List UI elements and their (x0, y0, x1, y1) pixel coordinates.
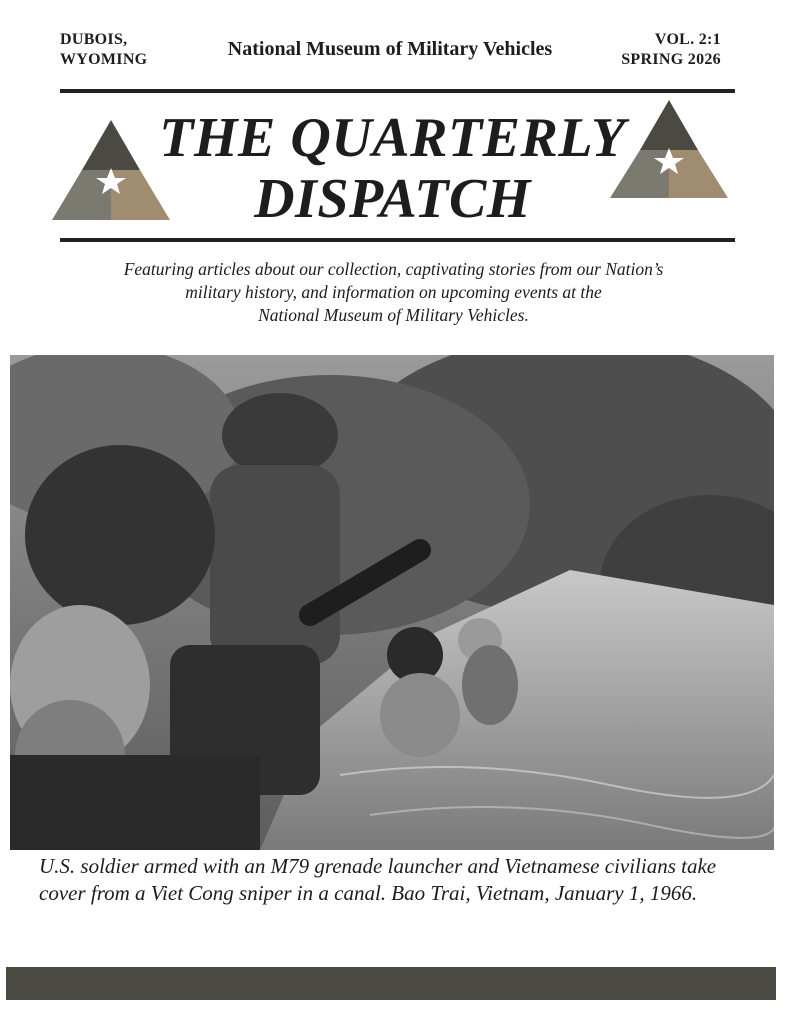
footer-bar (6, 967, 776, 1000)
issue-season: SPRING 2026 (621, 51, 721, 68)
location-city: DUBOIS, (60, 31, 128, 48)
photo-caption: U.S. soldier armed with an M79 grenade launcher and Vietnamese civilians take cover from a Viet Cong sniper in a canal. Bao Trai, Vietnam, January 1, 1966. (39, 854, 717, 905)
subtitle-line-1: Featuring articles about our collection, captivating stories from our Nation’s (123, 259, 664, 279)
bottom-rule (60, 238, 735, 242)
newsletter-title (150, 108, 635, 230)
location-state: WYOMING (60, 51, 148, 68)
subtitle-line-3: National Museum of Military Vehicles. (258, 305, 529, 325)
cover-photo (10, 355, 774, 850)
title-line-2: DISPATCH (254, 168, 531, 230)
museum-name: National Museum of Military Vehicles (227, 38, 553, 60)
emblem-right-segment (669, 150, 728, 198)
subtitle-line-2: military history, and information on upcoming events at the (185, 282, 602, 302)
title-line-1: THE QUARTERLY (159, 107, 626, 169)
emblem-left-segment (52, 170, 111, 220)
emblem-top-segment (82, 120, 140, 170)
volume-number: VOL. 2:1 (654, 31, 721, 48)
location (60, 30, 170, 70)
emblem-top-segment (640, 100, 698, 150)
subtitle (90, 258, 697, 327)
masthead (0, 0, 787, 90)
top-rule (60, 89, 735, 93)
cover-photo-illustration (10, 355, 774, 850)
issue-info (621, 30, 721, 70)
